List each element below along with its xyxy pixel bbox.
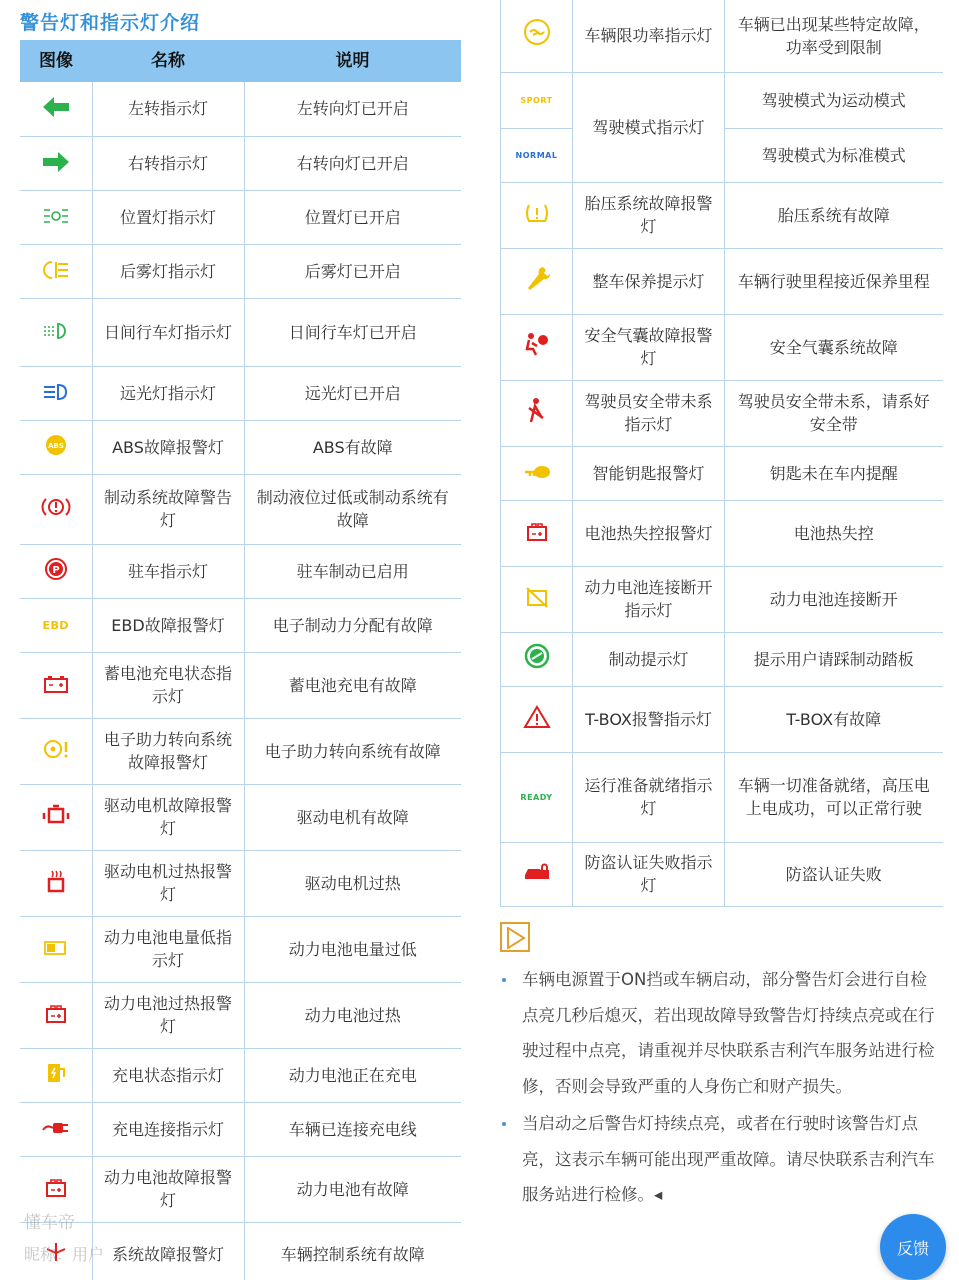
indicator-description: 动力电池连接断开 bbox=[725, 566, 943, 632]
indicator-name: 充电状态指示灯 bbox=[92, 1048, 244, 1102]
indicator-image-cell bbox=[20, 784, 92, 850]
note-item bbox=[500, 962, 940, 1104]
indicator-name: 驾驶模式指示灯 bbox=[573, 72, 725, 182]
indicator-description: 驻车制动已启用 bbox=[244, 544, 461, 598]
power-steering-icon bbox=[39, 736, 73, 762]
battery-overheat-icon bbox=[39, 1000, 73, 1026]
indicator-description: 蓄电池充电有故障 bbox=[244, 652, 461, 718]
battery-fault-icon bbox=[39, 1174, 73, 1200]
indicator-name: 动力电池过热报警灯 bbox=[92, 982, 244, 1048]
indicator-name: 系统故障报警灯 bbox=[92, 1222, 244, 1280]
table-row bbox=[20, 420, 461, 474]
drive-motor-fault-icon bbox=[39, 802, 73, 828]
indicator-image-cell bbox=[20, 474, 92, 544]
indicator-image-cell bbox=[501, 314, 573, 380]
table-row bbox=[20, 1048, 461, 1102]
indicator-name: 车辆限功率指示灯 bbox=[573, 0, 725, 72]
indicator-description: 提示用户请踩制动踏板 bbox=[725, 632, 943, 686]
indicator-description: 车辆已出现某些特定故障，功率受到限制 bbox=[725, 0, 943, 72]
right-indicator-table bbox=[500, 0, 943, 907]
table-row bbox=[20, 718, 461, 784]
indicator-description: T-BOX有故障 bbox=[725, 686, 943, 752]
table-row bbox=[20, 1102, 461, 1156]
table-row bbox=[20, 784, 461, 850]
indicator-description: 车辆控制系统有故障 bbox=[244, 1222, 461, 1280]
tire-pressure-icon bbox=[520, 200, 554, 226]
feedback-button[interactable]: 反馈 bbox=[880, 1214, 946, 1280]
brake-system-icon bbox=[39, 494, 73, 520]
indicator-description: 防盗认证失败 bbox=[725, 842, 943, 906]
indicator-image-cell bbox=[501, 128, 573, 182]
indicator-image-cell bbox=[501, 686, 573, 752]
indicator-image-cell bbox=[20, 244, 92, 298]
table-row bbox=[20, 190, 461, 244]
table-row bbox=[501, 842, 943, 906]
indicator-image-cell bbox=[20, 718, 92, 784]
indicator-image-cell bbox=[20, 190, 92, 244]
indicator-name: 右转指示灯 bbox=[92, 136, 244, 190]
daytime-running-light-icon bbox=[39, 318, 73, 344]
table-row bbox=[501, 72, 943, 128]
table-row bbox=[20, 244, 461, 298]
table-row bbox=[501, 380, 943, 446]
rear-fog-light-icon bbox=[39, 257, 73, 283]
indicator-description: 左转向灯已开启 bbox=[244, 82, 461, 136]
indicator-name: 运行准备就绪指示灯 bbox=[573, 752, 725, 842]
table-row bbox=[501, 314, 943, 380]
smart-key-icon bbox=[520, 459, 554, 485]
table-row bbox=[20, 652, 461, 718]
ready-icon: READY bbox=[520, 793, 553, 802]
table-row bbox=[501, 0, 943, 72]
indicator-image-cell bbox=[501, 446, 573, 500]
high-beam-icon bbox=[39, 379, 73, 405]
table-row bbox=[501, 632, 943, 686]
indicator-name: 整车保养提示灯 bbox=[573, 248, 725, 314]
left-indicator-table bbox=[20, 40, 461, 1280]
table-row bbox=[20, 598, 461, 652]
table-row bbox=[501, 686, 943, 752]
indicator-name: 电池热失控报警灯 bbox=[573, 500, 725, 566]
battery-disconnect-icon bbox=[520, 584, 554, 610]
indicator-image-cell bbox=[501, 752, 573, 842]
indicator-image-cell bbox=[501, 500, 573, 566]
indicator-description: 制动液位过低或制动系统有故障 bbox=[244, 474, 461, 544]
table-row bbox=[501, 500, 943, 566]
indicator-name: 动力电池连接断开指示灯 bbox=[573, 566, 725, 632]
power-limit-icon bbox=[520, 19, 554, 45]
charging-status-icon bbox=[39, 1060, 73, 1086]
indicator-description: 日间行车灯已开启 bbox=[244, 298, 461, 366]
indicator-image-cell bbox=[20, 916, 92, 982]
indicator-description: 驱动电机过热 bbox=[244, 850, 461, 916]
indicator-description: 驱动电机有故障 bbox=[244, 784, 461, 850]
indicator-description: 电子助力转向系统有故障 bbox=[244, 718, 461, 784]
table-row bbox=[501, 566, 943, 632]
indicator-description: 动力电池过热 bbox=[244, 982, 461, 1048]
indicator-image-cell bbox=[501, 842, 573, 906]
indicator-image-cell bbox=[20, 1102, 92, 1156]
indicator-description: 车辆行驶里程接近保养里程 bbox=[725, 248, 943, 314]
indicator-image-cell bbox=[20, 544, 92, 598]
indicator-image-cell bbox=[20, 82, 92, 136]
charge-connect-icon bbox=[39, 1115, 73, 1141]
table-row bbox=[20, 474, 461, 544]
seatbelt-icon bbox=[520, 397, 554, 423]
indicator-name: 胎压系统故障报警灯 bbox=[573, 182, 725, 248]
indicator-image-cell bbox=[20, 1048, 92, 1102]
notes-list bbox=[500, 962, 940, 1215]
indicator-name: 位置灯指示灯 bbox=[92, 190, 244, 244]
indicator-image-cell bbox=[20, 420, 92, 474]
left-arrow-icon bbox=[39, 94, 73, 120]
battery-thermal-runaway-icon bbox=[520, 518, 554, 544]
indicator-image-cell bbox=[20, 982, 92, 1048]
indicator-name: 防盗认证失败指示灯 bbox=[573, 842, 725, 906]
indicator-name: 驱动电机故障报警灯 bbox=[92, 784, 244, 850]
right-arrow-icon bbox=[39, 149, 73, 175]
table-row bbox=[20, 1156, 461, 1222]
note-icon bbox=[500, 922, 530, 952]
indicator-image-cell bbox=[501, 632, 573, 686]
svg-text:ABS: ABS bbox=[47, 441, 64, 450]
indicator-name: 驱动电机过热报警灯 bbox=[92, 850, 244, 916]
indicator-description: 钥匙未在车内提醒 bbox=[725, 446, 943, 500]
indicator-image-cell bbox=[501, 0, 573, 72]
header-image: 图像 bbox=[20, 40, 92, 82]
indicator-description: 动力电池正在充电 bbox=[244, 1048, 461, 1102]
indicator-name: 制动提示灯 bbox=[573, 632, 725, 686]
indicator-image-cell bbox=[501, 72, 573, 128]
indicator-description: 车辆一切准备就绪，高压电上电成功，可以正常行驶 bbox=[725, 752, 943, 842]
indicator-name: 充电连接指示灯 bbox=[92, 1102, 244, 1156]
table-row bbox=[20, 298, 461, 366]
indicator-image-cell bbox=[501, 566, 573, 632]
note-text: 当启动之后警告灯持续点亮，或者在行驶时该警告灯点亮，这表示车辆可能出现严重故障。请尽快联系吉利汽车服务站进行检修。◂ bbox=[522, 1114, 935, 1204]
indicator-image-cell bbox=[501, 248, 573, 314]
drive-motor-overheat-icon bbox=[39, 868, 73, 894]
indicator-name: 蓄电池充电状态指示灯 bbox=[92, 652, 244, 718]
indicator-name: 左转指示灯 bbox=[92, 82, 244, 136]
table-row bbox=[501, 752, 943, 842]
table-row bbox=[20, 366, 461, 420]
watermark-brand: 懂车帝 bbox=[24, 1213, 75, 1233]
indicator-description: 驾驶模式为标准模式 bbox=[725, 128, 943, 182]
maintenance-wrench-icon bbox=[520, 265, 554, 291]
note-item bbox=[500, 1106, 940, 1213]
table-row bbox=[20, 982, 461, 1048]
indicator-description: 电子制动力分配有故障 bbox=[244, 598, 461, 652]
indicator-name: 后雾灯指示灯 bbox=[92, 244, 244, 298]
abs-icon bbox=[39, 432, 73, 458]
anti-theft-icon bbox=[520, 859, 554, 885]
table-row bbox=[20, 850, 461, 916]
indicator-image-cell bbox=[20, 136, 92, 190]
indicator-description: 动力电池电量过低 bbox=[244, 916, 461, 982]
header-desc: 说明 bbox=[244, 40, 461, 82]
indicator-name: T-BOX报警指示灯 bbox=[573, 686, 725, 752]
battery-charge-icon bbox=[39, 671, 73, 697]
indicator-description: 后雾灯已开启 bbox=[244, 244, 461, 298]
header-name: 名称 bbox=[92, 40, 244, 82]
indicator-description: 驾驶模式为运动模式 bbox=[725, 72, 943, 128]
indicator-image-cell bbox=[20, 850, 92, 916]
indicator-name: ABS故障报警灯 bbox=[92, 420, 244, 474]
indicator-image-cell bbox=[501, 182, 573, 248]
indicator-description: 胎压系统有故障 bbox=[725, 182, 943, 248]
table-row bbox=[20, 136, 461, 190]
indicator-image-cell bbox=[501, 380, 573, 446]
indicator-name: 动力电池电量低指示灯 bbox=[92, 916, 244, 982]
warning-triangle-icon bbox=[520, 704, 554, 730]
indicator-description: 动力电池有故障 bbox=[244, 1156, 461, 1222]
indicator-name: EBD故障报警灯 bbox=[92, 598, 244, 652]
watermark-user: 昵称：用户 bbox=[24, 1245, 105, 1264]
table-row bbox=[501, 182, 943, 248]
normal-mode-icon: NORMAL bbox=[515, 151, 558, 160]
table-header-row bbox=[20, 40, 461, 82]
ebd-icon: EBD bbox=[42, 618, 70, 632]
svg-text:P: P bbox=[52, 564, 60, 576]
brake-prompt-icon bbox=[520, 643, 554, 669]
indicator-description: ABS有故障 bbox=[244, 420, 461, 474]
indicator-name: 远光灯指示灯 bbox=[92, 366, 244, 420]
position-light-icon bbox=[39, 203, 73, 229]
indicator-description: 安全气囊系统故障 bbox=[725, 314, 943, 380]
battery-low-icon bbox=[39, 935, 73, 961]
indicator-description: 位置灯已开启 bbox=[244, 190, 461, 244]
note-text: 车辆电源置于ON挡或车辆启动，部分警告灯会进行自检点亮几秒后熄灭，若出现故障导致警告灯持续点亮或在行驶过程中点亮，请重视并尽快联系吉利汽车服务站进行检修，否则会导致严重的人身伤亡和财产损失。 bbox=[522, 970, 935, 1096]
indicator-name: 动力电池故障报警灯 bbox=[92, 1156, 244, 1222]
indicator-description: 远光灯已开启 bbox=[244, 366, 461, 420]
indicator-image-cell bbox=[20, 652, 92, 718]
airbag-icon bbox=[520, 331, 554, 357]
table-row bbox=[501, 446, 943, 500]
indicator-name: 日间行车灯指示灯 bbox=[92, 298, 244, 366]
indicator-description: 电池热失控 bbox=[725, 500, 943, 566]
indicator-description: 右转向灯已开启 bbox=[244, 136, 461, 190]
parking-brake-icon bbox=[39, 556, 73, 582]
table-row bbox=[20, 544, 461, 598]
indicator-name: 驾驶员安全带未系指示灯 bbox=[573, 380, 725, 446]
indicator-name: 驻车指示灯 bbox=[92, 544, 244, 598]
indicator-description: 驾驶员安全带未系，请系好安全带 bbox=[725, 380, 943, 446]
table-row bbox=[20, 916, 461, 982]
sport-mode-icon: SPORT bbox=[520, 96, 553, 105]
page-title: 警告灯和指示灯介绍 bbox=[20, 12, 201, 34]
indicator-name: 安全气囊故障报警灯 bbox=[573, 314, 725, 380]
table-row bbox=[20, 82, 461, 136]
indicator-name: 电子助力转向系统故障报警灯 bbox=[92, 718, 244, 784]
indicator-name: 智能钥匙报警灯 bbox=[573, 446, 725, 500]
indicator-image-cell bbox=[20, 366, 92, 420]
indicator-image-cell bbox=[20, 598, 92, 652]
indicator-name: 制动系统故障警告灯 bbox=[92, 474, 244, 544]
table-row bbox=[501, 248, 943, 314]
indicator-image-cell bbox=[20, 298, 92, 366]
indicator-description: 车辆已连接充电线 bbox=[244, 1102, 461, 1156]
